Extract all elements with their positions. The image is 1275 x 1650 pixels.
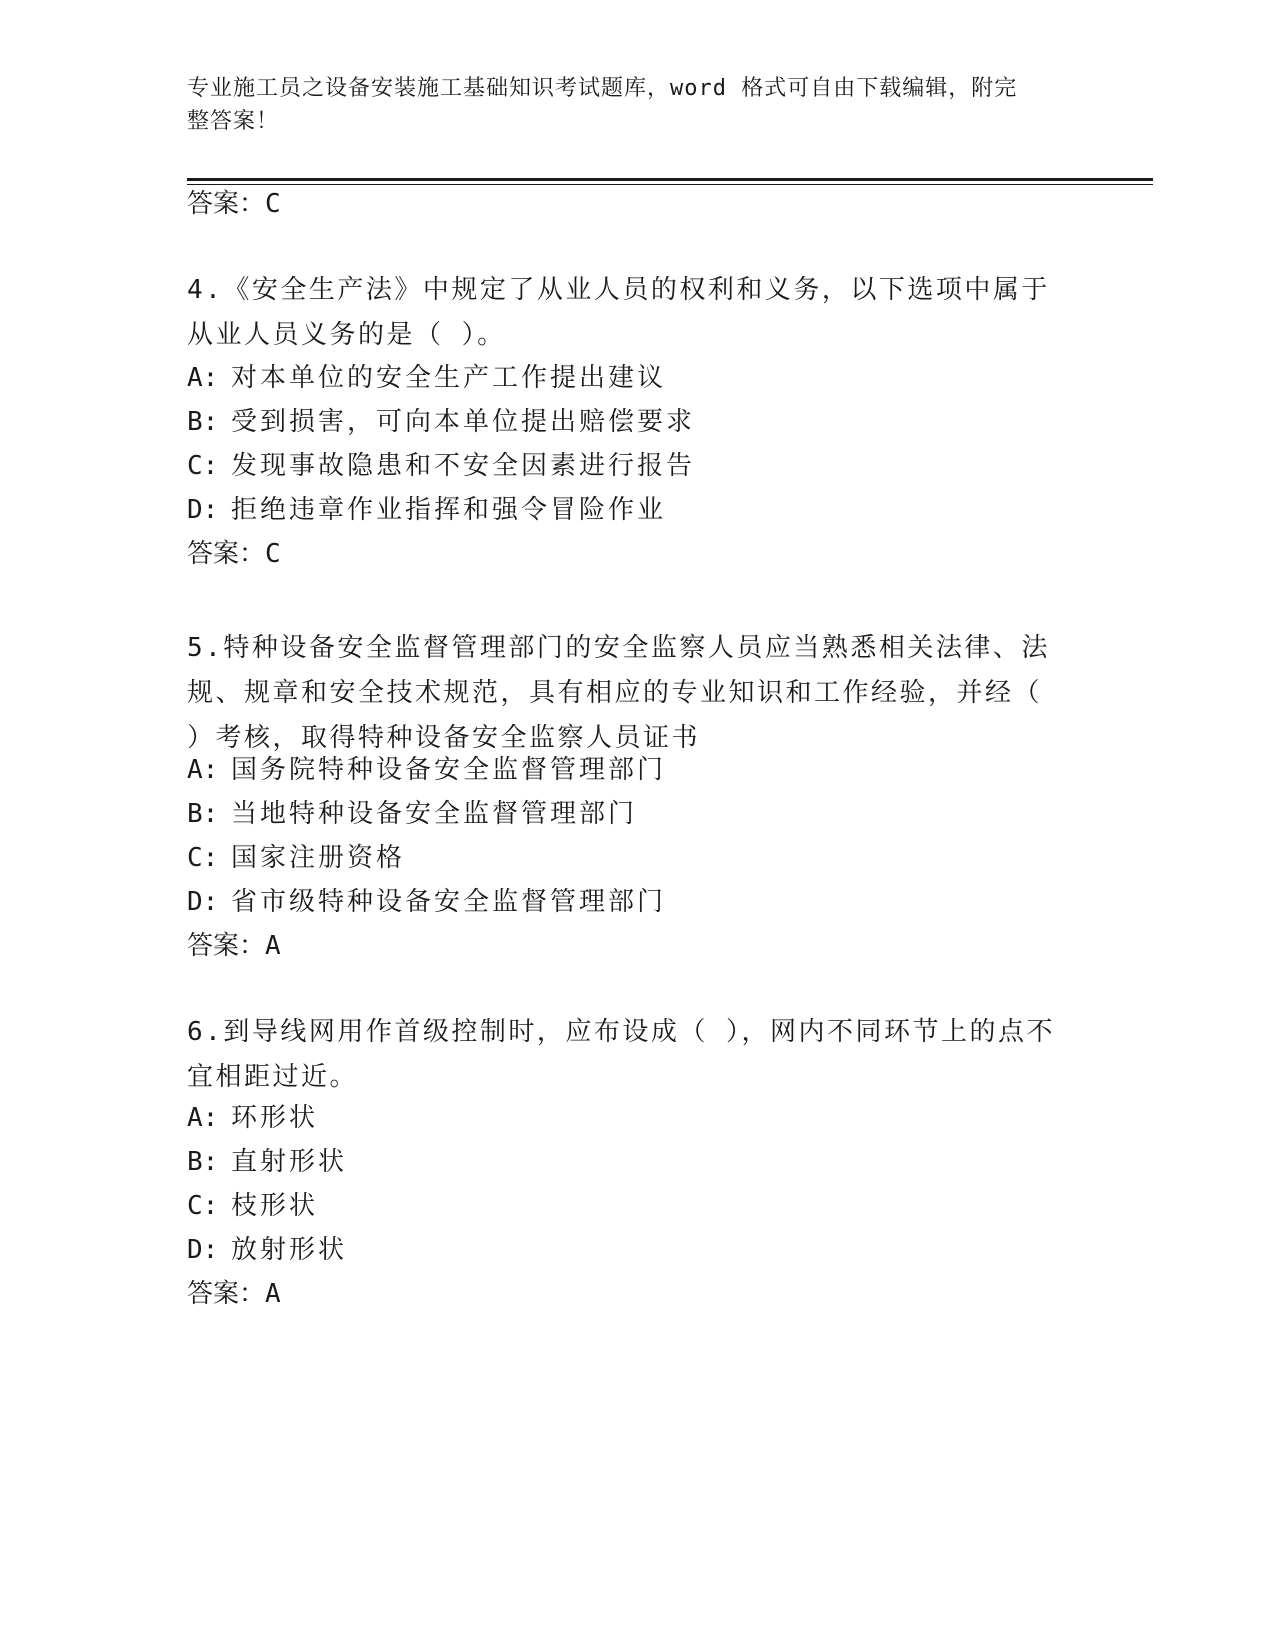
option-letter: A: xyxy=(187,1103,219,1133)
option-letter: C: xyxy=(187,1191,219,1221)
answer-value: C xyxy=(265,189,281,219)
option-text: 国务院特种设备安全监督管理部门 xyxy=(231,755,667,785)
option-c xyxy=(187,1188,318,1224)
header-line-2: 整答案！ xyxy=(187,109,280,134)
option-text: 枝形状 xyxy=(231,1191,319,1221)
option-a xyxy=(187,360,666,396)
answer-label: 答案： xyxy=(187,189,266,219)
option-text: 对本单位的安全生产工作提出建议 xyxy=(231,363,667,393)
option-letter: B: xyxy=(187,799,219,829)
answer-line-6 xyxy=(187,1276,281,1312)
question-number: 6. xyxy=(187,1017,224,1047)
question-line: 规、规章和安全技术规范，具有相应的专业知识和工作经验，并经（ xyxy=(187,678,1043,708)
option-letter: D: xyxy=(187,887,219,917)
document-header xyxy=(187,72,1067,138)
option-text: 直射形状 xyxy=(231,1147,348,1177)
option-text: 环形状 xyxy=(231,1103,319,1133)
header-divider-thick xyxy=(187,178,1153,181)
option-text: 放射形状 xyxy=(231,1235,348,1265)
answer-line-4 xyxy=(187,536,281,572)
question-line: ）考核，取得特种设备安全监察人员证书 xyxy=(187,723,701,753)
option-d xyxy=(187,1232,347,1268)
option-letter: B: xyxy=(187,407,219,437)
question-text: 特种设备安全监督管理部门的安全监察人员应当熟悉相关法律、法 xyxy=(223,633,1050,663)
option-b xyxy=(187,404,695,440)
option-d xyxy=(187,492,666,528)
header-line-1: 专业施工员之设备安装施工基础知识考试题库，word 格式可自由下载编辑，附完 xyxy=(187,76,1018,101)
option-letter: C: xyxy=(187,451,219,481)
question-4 xyxy=(187,268,1087,358)
option-letter: C: xyxy=(187,843,219,873)
question-text: 到导线网用作首级控制时，应布设成（ ），网内不同环节上的点不 xyxy=(223,1017,1055,1047)
question-line: 宜相距过近。 xyxy=(187,1062,359,1092)
question-line xyxy=(187,626,1087,671)
option-text: 当地特种设备安全监督管理部门 xyxy=(231,799,638,829)
option-text: 国家注册资格 xyxy=(231,843,406,873)
option-b xyxy=(187,1144,347,1180)
option-a xyxy=(187,752,666,788)
question-6 xyxy=(187,1010,1087,1100)
question-text: 《安全生产法》中规定了从业人员的权利和义务，以下选项中属于 xyxy=(223,275,1050,305)
option-text: 发现事故隐患和不安全因素进行报告 xyxy=(231,451,696,481)
option-c xyxy=(187,840,405,876)
option-letter: D: xyxy=(187,495,219,525)
question-5 xyxy=(187,626,1087,761)
question-line: 从业人员义务的是（ ）。 xyxy=(187,320,506,350)
option-d xyxy=(187,884,666,920)
question-number: 5. xyxy=(187,633,224,663)
option-text: 受到损害，可向本单位提出赔偿要求 xyxy=(231,407,696,437)
answer-line-5 xyxy=(187,928,281,964)
answer-line-prev xyxy=(187,186,281,222)
answer-label: 答案： xyxy=(187,539,266,569)
question-line xyxy=(187,268,1087,313)
answer-value: A xyxy=(265,1279,281,1309)
answer-label: 答案： xyxy=(187,1279,266,1309)
option-letter: A: xyxy=(187,755,219,785)
option-b xyxy=(187,796,637,832)
answer-label: 答案： xyxy=(187,931,266,961)
option-letter: D: xyxy=(187,1235,219,1265)
answer-value: C xyxy=(265,539,281,569)
option-letter: B: xyxy=(187,1147,219,1177)
header-divider-thin xyxy=(187,184,1153,185)
option-letter: A: xyxy=(187,363,219,393)
question-line xyxy=(187,1010,1087,1055)
option-text: 拒绝违章作业指挥和强令冒险作业 xyxy=(231,495,667,525)
option-a xyxy=(187,1100,318,1136)
answer-value: A xyxy=(265,931,281,961)
option-c xyxy=(187,448,695,484)
question-number: 4. xyxy=(187,275,224,305)
option-text: 省市级特种设备安全监督管理部门 xyxy=(231,887,667,917)
